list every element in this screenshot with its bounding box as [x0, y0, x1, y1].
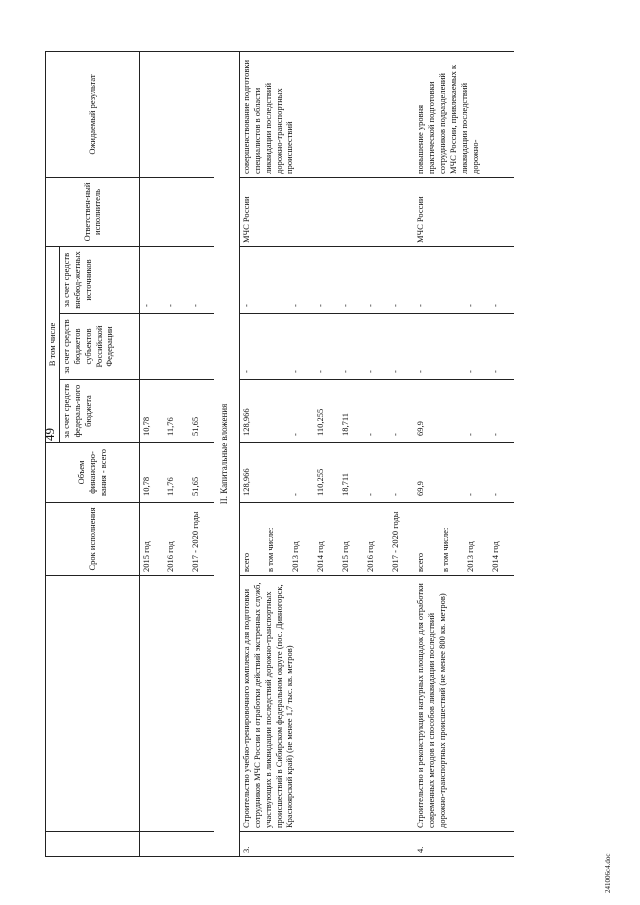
term-cell: 2013 год: [464, 503, 489, 576]
header-regional: за счет средств бюджетов субъектов Российской Федерации: [59, 314, 139, 380]
regional-cell: -: [239, 314, 264, 380]
term-cell: 2017 - 2020 годы: [189, 503, 214, 576]
responsible-cell: [139, 177, 164, 246]
table-row: [139, 51, 164, 856]
extra-cell: -: [464, 246, 489, 313]
term-cell: 2016 год: [364, 503, 389, 576]
extra-cell: -: [339, 246, 364, 313]
item-responsible: МЧС России: [239, 177, 414, 246]
federal-cell: [439, 380, 464, 443]
extra-cell: -: [289, 246, 314, 313]
item-result: совершенствование подготовки специалистов в области ликвидации последствий дорожно-транспортных происшествий: [239, 51, 414, 177]
section-row: [214, 51, 239, 856]
header-name: [46, 576, 140, 832]
term-cell: в том числе:: [264, 503, 289, 576]
program-table: [45, 51, 514, 857]
extra-cell: -: [239, 246, 264, 313]
total-cell: -: [464, 443, 489, 503]
total-cell: -: [389, 443, 414, 503]
extra-cell: -: [164, 246, 189, 313]
regional-cell: -: [364, 314, 389, 380]
regional-cell: -: [314, 314, 339, 380]
row-name-cell: [139, 576, 164, 832]
header-including: В том числе: [46, 246, 60, 442]
rotated-table-sheet: [45, 52, 565, 857]
federal-cell: -: [289, 380, 314, 443]
result-cell: [164, 51, 189, 177]
total-cell: 10,78: [139, 443, 164, 503]
term-cell: 2017 - 2020 годы: [389, 503, 414, 576]
federal-cell: 10,78: [139, 380, 164, 443]
header-num: [46, 832, 140, 857]
term-cell: 2016 год: [164, 503, 189, 576]
table-row: [239, 51, 264, 856]
regional-cell: [189, 314, 214, 380]
result-cell: [189, 51, 214, 177]
extra-cell: -: [414, 246, 439, 313]
extra-cell: -: [189, 246, 214, 313]
header-responsible: Ответствен-ный исполнитель: [46, 177, 140, 246]
header-term: Срок исполнения: [46, 503, 140, 576]
federal-cell: 69,9: [414, 380, 439, 443]
federal-cell: [264, 380, 289, 443]
total-cell: 51,65: [189, 443, 214, 503]
item-number: 4.: [414, 832, 514, 857]
row-num-cell: [164, 832, 189, 857]
federal-cell: -: [464, 380, 489, 443]
term-cell: в том числе:: [439, 503, 464, 576]
section-title: II. Капитальные вложения: [214, 51, 239, 856]
row-name-cell: [164, 576, 189, 832]
item-name: Строительство учебно-тренировочного комплекса для подготовки сотрудников МЧС России и отработки действий экстренных служб, участвующих в ликвидации последствий дорожно-транспортных происшествий в Сибирском федеральном округе (пос. Дивногорск, Красноярский край) (не менее 1,7 тыс. кв. метров): [239, 576, 414, 832]
row-num-cell: [139, 832, 164, 857]
federal-cell: 51,65: [189, 380, 214, 443]
regional-cell: -: [464, 314, 489, 380]
term-cell: 2014 год: [489, 503, 514, 576]
regional-cell: -: [339, 314, 364, 380]
header-volume: Объем финансиро-вания - всего: [46, 443, 140, 503]
term-cell: 2013 год: [289, 503, 314, 576]
term-cell: 2015 год: [339, 503, 364, 576]
total-cell: 11,76: [164, 443, 189, 503]
regional-cell: [139, 314, 164, 380]
total-cell: [264, 443, 289, 503]
regional-cell: -: [489, 314, 514, 380]
header-result: Ожидаемый результат: [46, 51, 140, 177]
table-row: [414, 51, 439, 856]
regional-cell: -: [389, 314, 414, 380]
row-name-cell: [189, 576, 214, 832]
extra-cell: -: [139, 246, 164, 313]
table-row: [189, 51, 214, 856]
header-federal: за счет средств федераль-ного бюджета: [59, 380, 139, 443]
federal-cell: 110,255: [314, 380, 339, 443]
page-number: 49: [42, 428, 57, 441]
extra-cell: -: [364, 246, 389, 313]
regional-cell: [264, 314, 289, 380]
document-code: 241006с4.doc: [604, 853, 612, 893]
federal-cell: 128,966: [239, 380, 264, 443]
federal-cell: -: [489, 380, 514, 443]
result-cell: [139, 51, 164, 177]
extra-cell: -: [389, 246, 414, 313]
total-cell: -: [364, 443, 389, 503]
total-cell: 18,711: [339, 443, 364, 503]
federal-cell: -: [389, 380, 414, 443]
total-cell: 128,966: [239, 443, 264, 503]
federal-cell: 11,76: [164, 380, 189, 443]
extra-cell: [439, 246, 464, 313]
table-body: [139, 51, 514, 856]
term-cell: 2014 год: [314, 503, 339, 576]
total-cell: [439, 443, 464, 503]
federal-cell: 18,711: [339, 380, 364, 443]
total-cell: 69,9: [414, 443, 439, 503]
item-name: Строительство и реконструкция натурных площадок для отработки современных методов и способов ликвидации последствий дорожно-транспортных происшествий (не менее 800 кв. метров): [414, 576, 514, 832]
header-extra: за счет средств внебюд-жетных источников: [59, 246, 139, 313]
item-responsible: МЧС России: [414, 177, 514, 246]
extra-cell: -: [314, 246, 339, 313]
regional-cell: -: [414, 314, 439, 380]
total-cell: 110,255: [314, 443, 339, 503]
responsible-cell: [189, 177, 214, 246]
responsible-cell: [164, 177, 189, 246]
extra-cell: -: [489, 246, 514, 313]
term-cell: всего: [414, 503, 439, 576]
total-cell: -: [289, 443, 314, 503]
federal-cell: -: [364, 380, 389, 443]
term-cell: 2015 год: [139, 503, 164, 576]
row-num-cell: [189, 832, 214, 857]
regional-cell: -: [289, 314, 314, 380]
regional-cell: [439, 314, 464, 380]
total-cell: -: [489, 443, 514, 503]
item-result: повышение уровня практической подготовки сотрудников подразделений МЧС России, привлекаемых к ликвидации последствий дорожно-: [414, 51, 514, 177]
term-cell: всего: [239, 503, 264, 576]
extra-cell: [264, 246, 289, 313]
item-number: 3.: [239, 832, 414, 857]
regional-cell: [164, 314, 189, 380]
table-row: [164, 51, 189, 856]
table-header: [46, 51, 140, 856]
